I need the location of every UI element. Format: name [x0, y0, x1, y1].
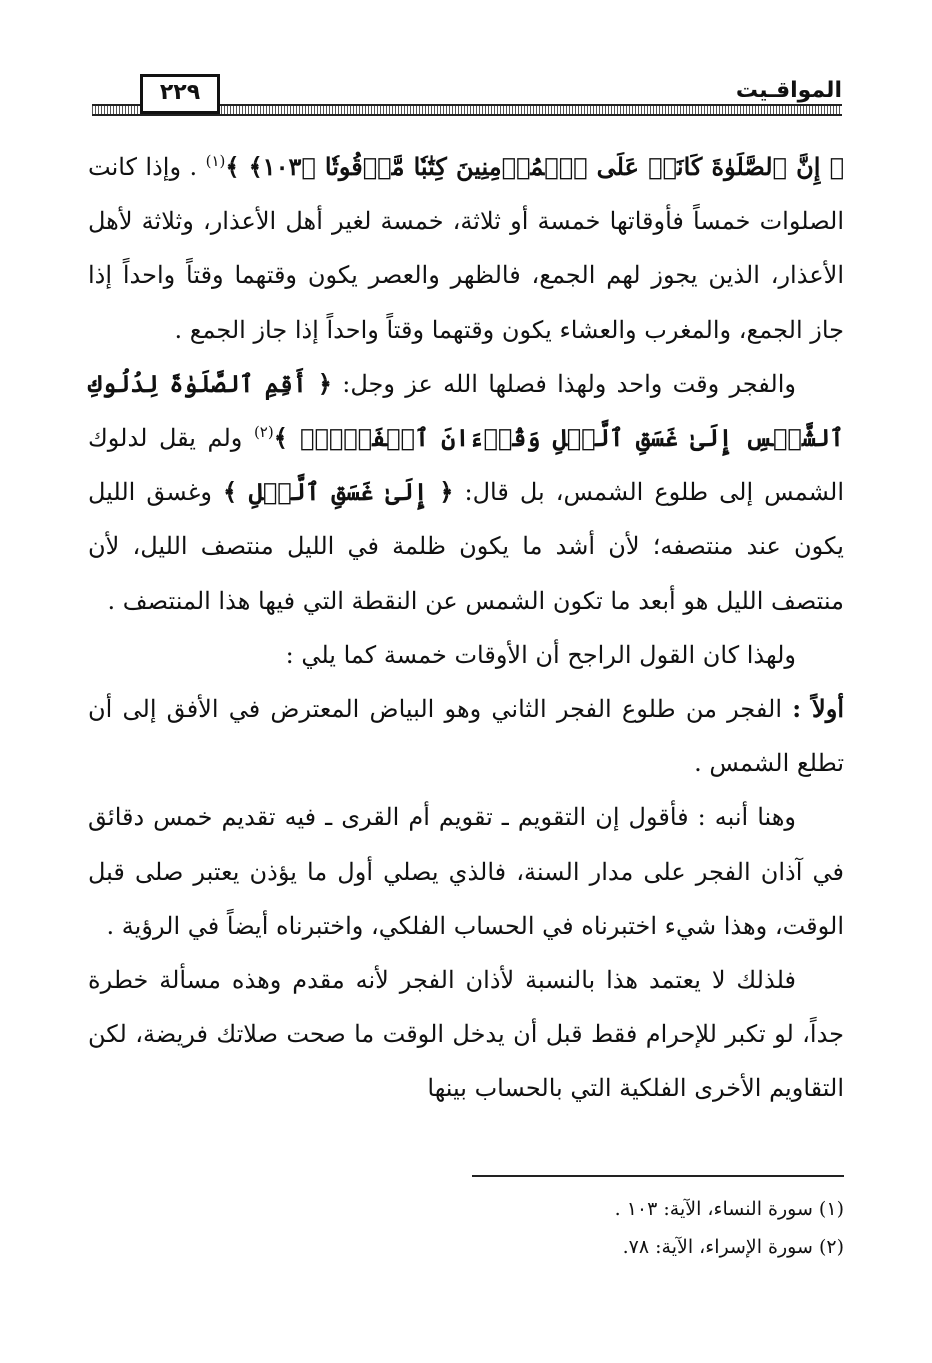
footnote-ref: (٢): [253, 423, 274, 442]
page-header: [92, 70, 842, 118]
chapter-title: المواقـيت: [735, 78, 842, 103]
paragraph-text: والفجر وقت واحد ولهذا فصلها الله عز وجل:: [332, 369, 796, 398]
page-number: ٢٢٩: [140, 74, 220, 114]
main-text: [88, 140, 844, 1116]
footnote-divider: [472, 1175, 844, 1177]
paragraph-6: فلذلك لا يعتمد هذا بالنسبة لأذان الفجر لأنه مقدم وهذه مسألة خطرة جداً، لو تكبر للإحرام فقط قبل أن يدخل الوقت ما صحت صلاتك فريضة، لكن التقاويم الأخرى الفلكية التي بالحساب بينها: [88, 966, 844, 1103]
paragraph-2: [88, 357, 844, 628]
paragraph-text: ولم يقل لدلوك الشمس إلى طلوع الشمس، بل قال:: [88, 424, 844, 507]
paragraph-text: . وإذا كانت الصلوات خمساً فأوقاتها خمسة أو ثلاثة، خمسة لغير أهل الأعذار، وثلاثة لأهل الأعذار، الذين يجوز لهم الجمع، فالظهر والعصر يكون وقتهما وقتاً واحداً إذا جاز الجمع، والمغرب والعشاء يكون وقتهما وقتاً واحداً إذا جاز الجمع .: [88, 153, 844, 344]
quran-verse: ﴿ أَقِمِ ٱلصَّلَوٰةَ لِدُلُوكِ ٱلشَّمۡسِ إِلَىٰ غَسَقِ ٱلَّيۡلِ وَقُرۡءَانَ ٱلۡفَجۡرِۖ ﴾: [88, 368, 844, 453]
footnote-2: (٢) سورة الإسراء، الآية: ٧٨.: [622, 1236, 844, 1258]
footnotes: [344, 1190, 844, 1266]
paragraph-4: [88, 682, 844, 790]
paragraph-3: ولهذا كان القول الراجح أن الأوقات خمسة كما يلي :: [285, 640, 796, 669]
paragraph-5: وهنا أنبه : فأقول إن التقويم ـ تقويم أم القرى ـ فيه تقديم خمس دقائق في آذان الفجر على مدار السنة، فالذي يصلي أول ما يؤذن يعتبر صلى قبل الوقت، وهذا شيء اختبرناه في الحساب الفلكي، واختبرناه أيضاً في الرؤية .: [88, 803, 844, 940]
list-label: أولاً :: [792, 694, 844, 724]
quran-verse: ﴿ إِلَىٰ غَسَقِ ٱلَّيۡلِ ﴾: [222, 477, 454, 507]
footnote-1: (١) سورة النساء، الآية: ١٠٣ .: [614, 1198, 844, 1220]
paragraph-text: الفجر من طلوع الفجر الثاني وهو البياض المعترض في الأفق إلى أن تطلع الشمس .: [88, 695, 844, 778]
footnote-ref: (١): [205, 152, 226, 170]
paragraph-text: وغسق الليل يكون عند منتصفه؛ لأن أشد ما يكون ظلمة في الليل منتصف الليل، لأن منتصف الليل هو أبعد ما تكون الشمس عن النقطة التي فيها هذا المنتصف .: [88, 478, 844, 615]
paragraph-1: [88, 140, 844, 357]
quran-verse: ﴿ إِنَّ ٱلصَّلَوٰةَ كَانَتۡ عَلَى ٱلۡمُؤۡمِنِينَ كِتَٰبٗا مَّوۡقُوتٗا ﴿١٠٣﴾ ﴾: [225, 152, 845, 181]
